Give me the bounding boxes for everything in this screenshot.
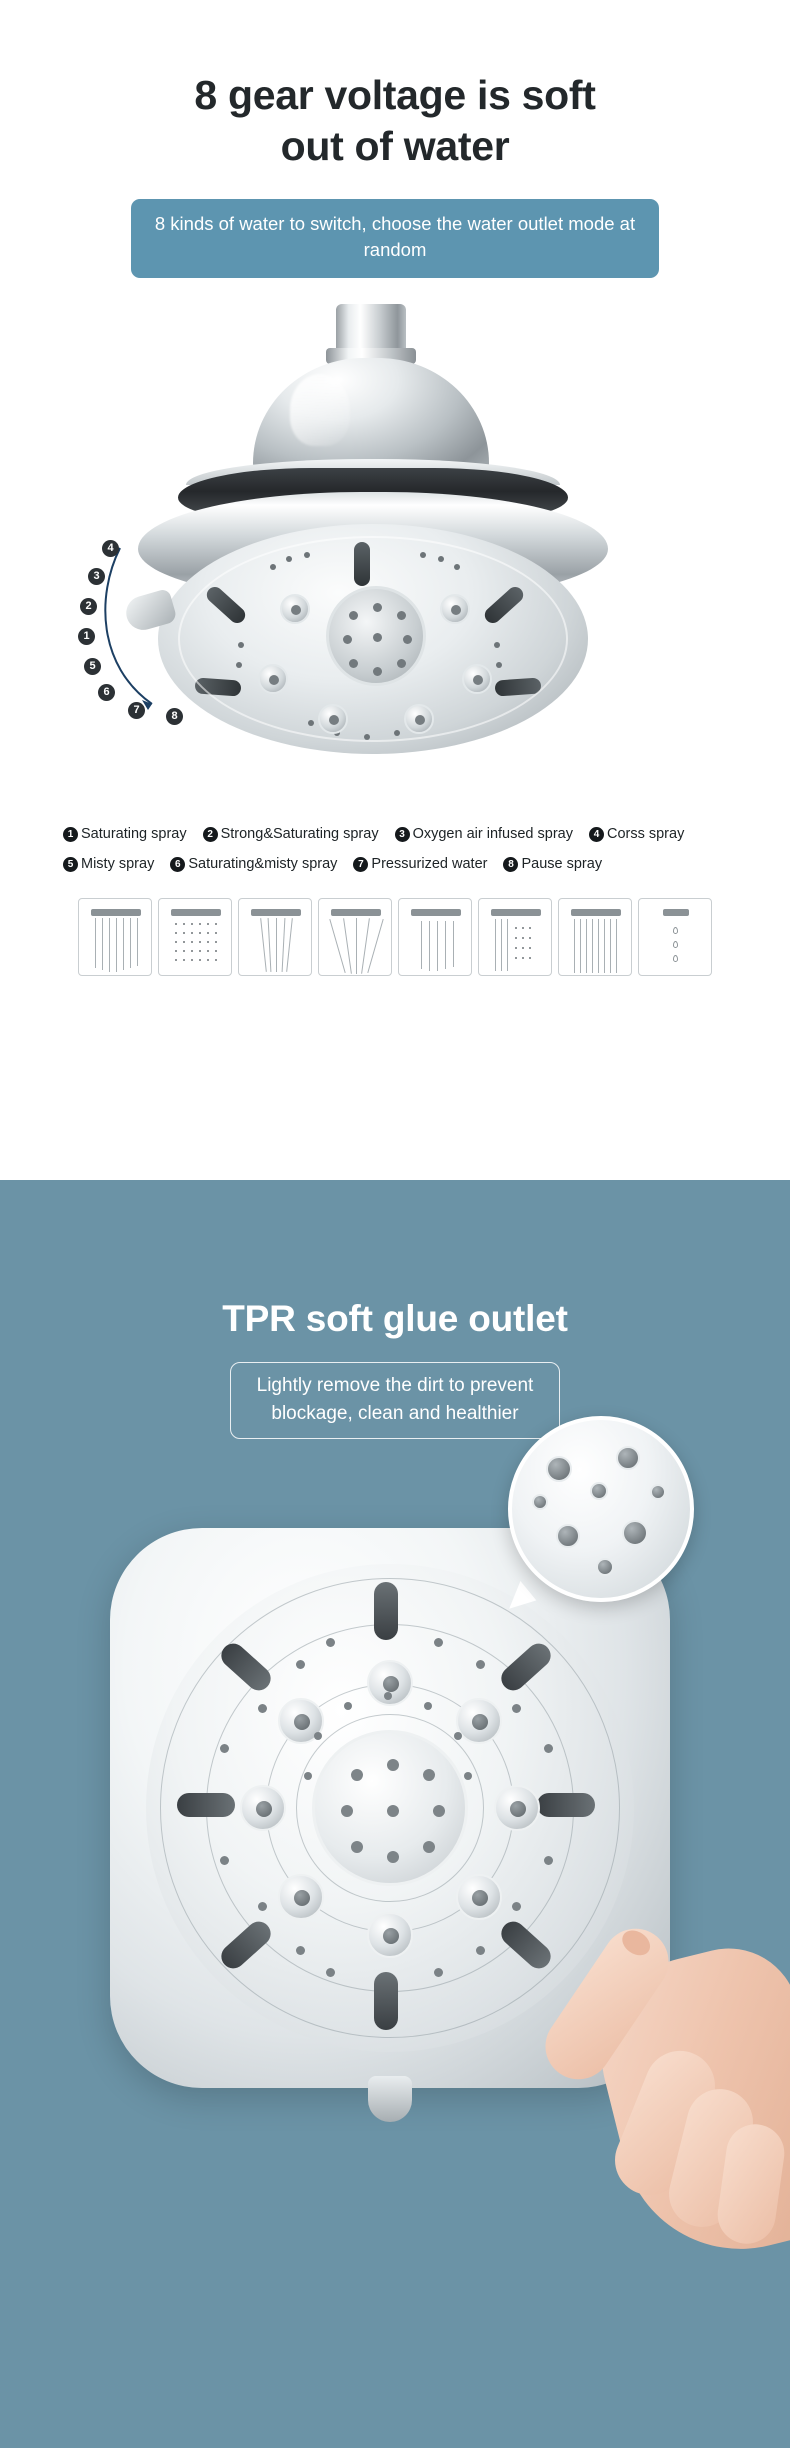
hub-nozzle: [349, 611, 358, 620]
zoom-callout-bubble: [508, 1416, 694, 1602]
face-slot: [374, 1582, 398, 1640]
legend-number: 1: [63, 827, 78, 842]
dial-number: 4: [102, 540, 119, 557]
section1-subtitle: 8 kinds of water to switch, choose the water outlet mode at random: [131, 199, 659, 279]
legend-item: [589, 826, 684, 842]
face-slot: [482, 584, 527, 627]
legend-number: 4: [589, 827, 604, 842]
face-nozzle: [420, 552, 426, 558]
hub-nozzle: [373, 633, 382, 642]
face-nozzle: [496, 662, 502, 668]
legend-number: 5: [63, 857, 78, 872]
legend-label: Misty spray: [81, 856, 155, 873]
face-jet: [240, 1785, 286, 1831]
spray-pattern-strip: [0, 898, 790, 976]
tpr-nozzle-closeup: [596, 1558, 614, 1576]
spray-mode-legend: [45, 826, 745, 872]
face-jet: [462, 664, 492, 694]
legend-number: 2: [203, 827, 218, 842]
section2-subtitle: [230, 1362, 561, 1439]
dial-number: 6: [98, 684, 115, 701]
legend-item: [63, 826, 187, 842]
face-nozzle: [364, 734, 370, 740]
hub-nozzle: [373, 667, 382, 676]
face-nozzle: [512, 1902, 521, 1911]
icon-head: [571, 909, 621, 916]
legend-label: Corss spray: [606, 826, 685, 843]
tpr-nozzle-closeup: [616, 1446, 640, 1470]
face-nozzle: [286, 556, 292, 562]
section2-subtitle-wrap: [0, 1362, 790, 1439]
face-nozzle: [258, 1704, 267, 1713]
tpr-nozzle-closeup: [622, 1520, 648, 1546]
hub-nozzle: [373, 603, 382, 612]
legend-row-1: [63, 826, 745, 842]
face-jet: [440, 594, 470, 624]
misty-spray-icon: [398, 898, 472, 976]
hub-nozzle: [423, 1769, 435, 1781]
pause-spray-icon: [638, 898, 712, 976]
dial-number: 8: [166, 708, 183, 725]
legend-label: Pause spray: [521, 856, 603, 873]
face-jet: [318, 704, 348, 734]
tpr-nozzle-closeup: [590, 1482, 608, 1500]
hub-nozzle: [387, 1759, 399, 1771]
face-nozzle: [304, 552, 310, 558]
icon-head: [663, 909, 689, 916]
face-nozzle: [308, 720, 314, 726]
tpr-nozzle-closeup: [556, 1524, 580, 1548]
shower-bottom-connector: [368, 2076, 412, 2122]
section-8-gear-voltage: [0, 0, 790, 1180]
legend-item: [503, 856, 602, 872]
legend-item: [395, 826, 573, 842]
face-nozzle: [314, 1732, 322, 1740]
section2-title: TPR soft glue outlet: [222, 1298, 568, 1339]
face-nozzle: [258, 1902, 267, 1911]
face-jet: [280, 594, 310, 624]
face-center-hub: [312, 1730, 468, 1886]
face-slot: [374, 1972, 398, 2030]
oxygen-air-infused-spray-icon: [238, 898, 312, 976]
face-nozzle: [454, 1732, 462, 1740]
face-nozzle: [544, 1744, 553, 1753]
tpr-nozzle-closeup: [650, 1484, 666, 1500]
face-jet: [404, 704, 434, 734]
face-nozzle: [304, 1772, 312, 1780]
hub-nozzle: [423, 1841, 435, 1853]
face-nozzle: [326, 1638, 335, 1647]
icon-head: [171, 909, 221, 916]
legend-label: Saturating spray: [81, 826, 187, 843]
section1-title-line1: 8 gear voltage is soft: [194, 72, 596, 118]
shower-head-illustration: [0, 296, 790, 816]
face-nozzle: [464, 1772, 472, 1780]
face-nozzle: [334, 730, 340, 736]
legend-label: Saturating&misty spray: [188, 856, 338, 873]
face-slot: [537, 1793, 595, 1817]
face-nozzle: [384, 1692, 392, 1700]
face-nozzle: [220, 1744, 229, 1753]
hub-nozzle: [349, 659, 358, 668]
saturating-spray-icon: [78, 898, 152, 976]
dial-number: 7: [128, 702, 145, 719]
face-nozzle: [476, 1660, 485, 1669]
dial-arrow-arc: [92, 526, 272, 726]
dial-number: 3: [88, 568, 105, 585]
dial-number: 1: [78, 628, 95, 645]
legend-row-2: [63, 856, 745, 872]
legend-item: [353, 856, 487, 872]
mode-dial-arc: [83, 526, 272, 726]
legend-number: 6: [170, 857, 185, 872]
hub-nozzle: [351, 1841, 363, 1853]
face-nozzle: [454, 564, 460, 570]
hub-nozzle: [403, 635, 412, 644]
icon-head: [91, 909, 141, 916]
face-nozzle: [326, 1968, 335, 1977]
face-nozzle: [434, 1968, 443, 1977]
dial-number: 5: [84, 658, 101, 675]
face-nozzle: [434, 1638, 443, 1647]
face-nozzle: [220, 1856, 229, 1865]
section-tpr-soft-glue-outlet: [0, 1180, 790, 2448]
hub-nozzle: [341, 1805, 353, 1817]
hand-illustration: [556, 1880, 790, 2300]
legend-item: [63, 856, 154, 872]
face-nozzle: [544, 1856, 553, 1865]
legend-label: Oxygen air infused spray: [412, 826, 573, 843]
legend-item: [203, 826, 379, 842]
strong-saturating-spray-icon: [158, 898, 232, 976]
section1-title-line2: out of water: [280, 123, 510, 170]
icon-head: [251, 909, 301, 916]
hub-nozzle: [433, 1805, 445, 1817]
hub-nozzle: [397, 611, 406, 620]
face-nozzle: [476, 1946, 485, 1955]
face-jet: [367, 1912, 413, 1958]
pressurized-water-icon: [558, 898, 632, 976]
tpr-nozzle-closeup: [532, 1494, 548, 1510]
legend-number: 8: [503, 857, 518, 872]
saturating-misty-spray-icon: [478, 898, 552, 976]
legend-label: Pressurized water: [371, 856, 488, 873]
face-slot: [354, 542, 370, 586]
section2-subtitle-line2: blockage, clean and healthier: [271, 1402, 519, 1424]
hub-nozzle: [397, 659, 406, 668]
shower-dome-highlight: [290, 374, 350, 446]
legend-label: Strong&Saturating spray: [220, 826, 379, 843]
icon-head: [411, 909, 461, 916]
face-nozzle: [344, 1702, 352, 1710]
face-jet: [456, 1874, 502, 1920]
section1-subtitle-wrap: [0, 199, 790, 279]
icon-head: [331, 909, 381, 916]
dial-number: 2: [80, 598, 97, 615]
face-nozzle: [296, 1660, 305, 1669]
hub-nozzle: [387, 1851, 399, 1863]
face-nozzle: [438, 556, 444, 562]
cross-spray-icon: [318, 898, 392, 976]
face-nozzle: [296, 1946, 305, 1955]
hub-nozzle: [351, 1769, 363, 1781]
face-nozzle: [424, 1702, 432, 1710]
tpr-nozzle-closeup: [546, 1456, 572, 1482]
face-jet: [494, 1785, 540, 1831]
section2-subtitle-line1: Lightly remove the dirt to prevent: [256, 1375, 534, 1396]
face-nozzle: [512, 1704, 521, 1713]
face-center-hub: [326, 586, 426, 686]
hub-nozzle: [343, 635, 352, 644]
legend-item: [170, 856, 337, 872]
legend-number: 7: [353, 857, 368, 872]
face-jet: [456, 1698, 502, 1744]
legend-number: 3: [395, 827, 410, 842]
face-nozzle: [420, 720, 426, 726]
face-slot: [177, 1793, 235, 1817]
face-nozzle: [494, 642, 500, 648]
face-nozzle: [394, 730, 400, 736]
hub-nozzle: [387, 1805, 399, 1817]
face-slot: [494, 678, 541, 697]
section1-title: [0, 70, 790, 173]
icon-head: [491, 909, 541, 916]
face-jet: [278, 1874, 324, 1920]
